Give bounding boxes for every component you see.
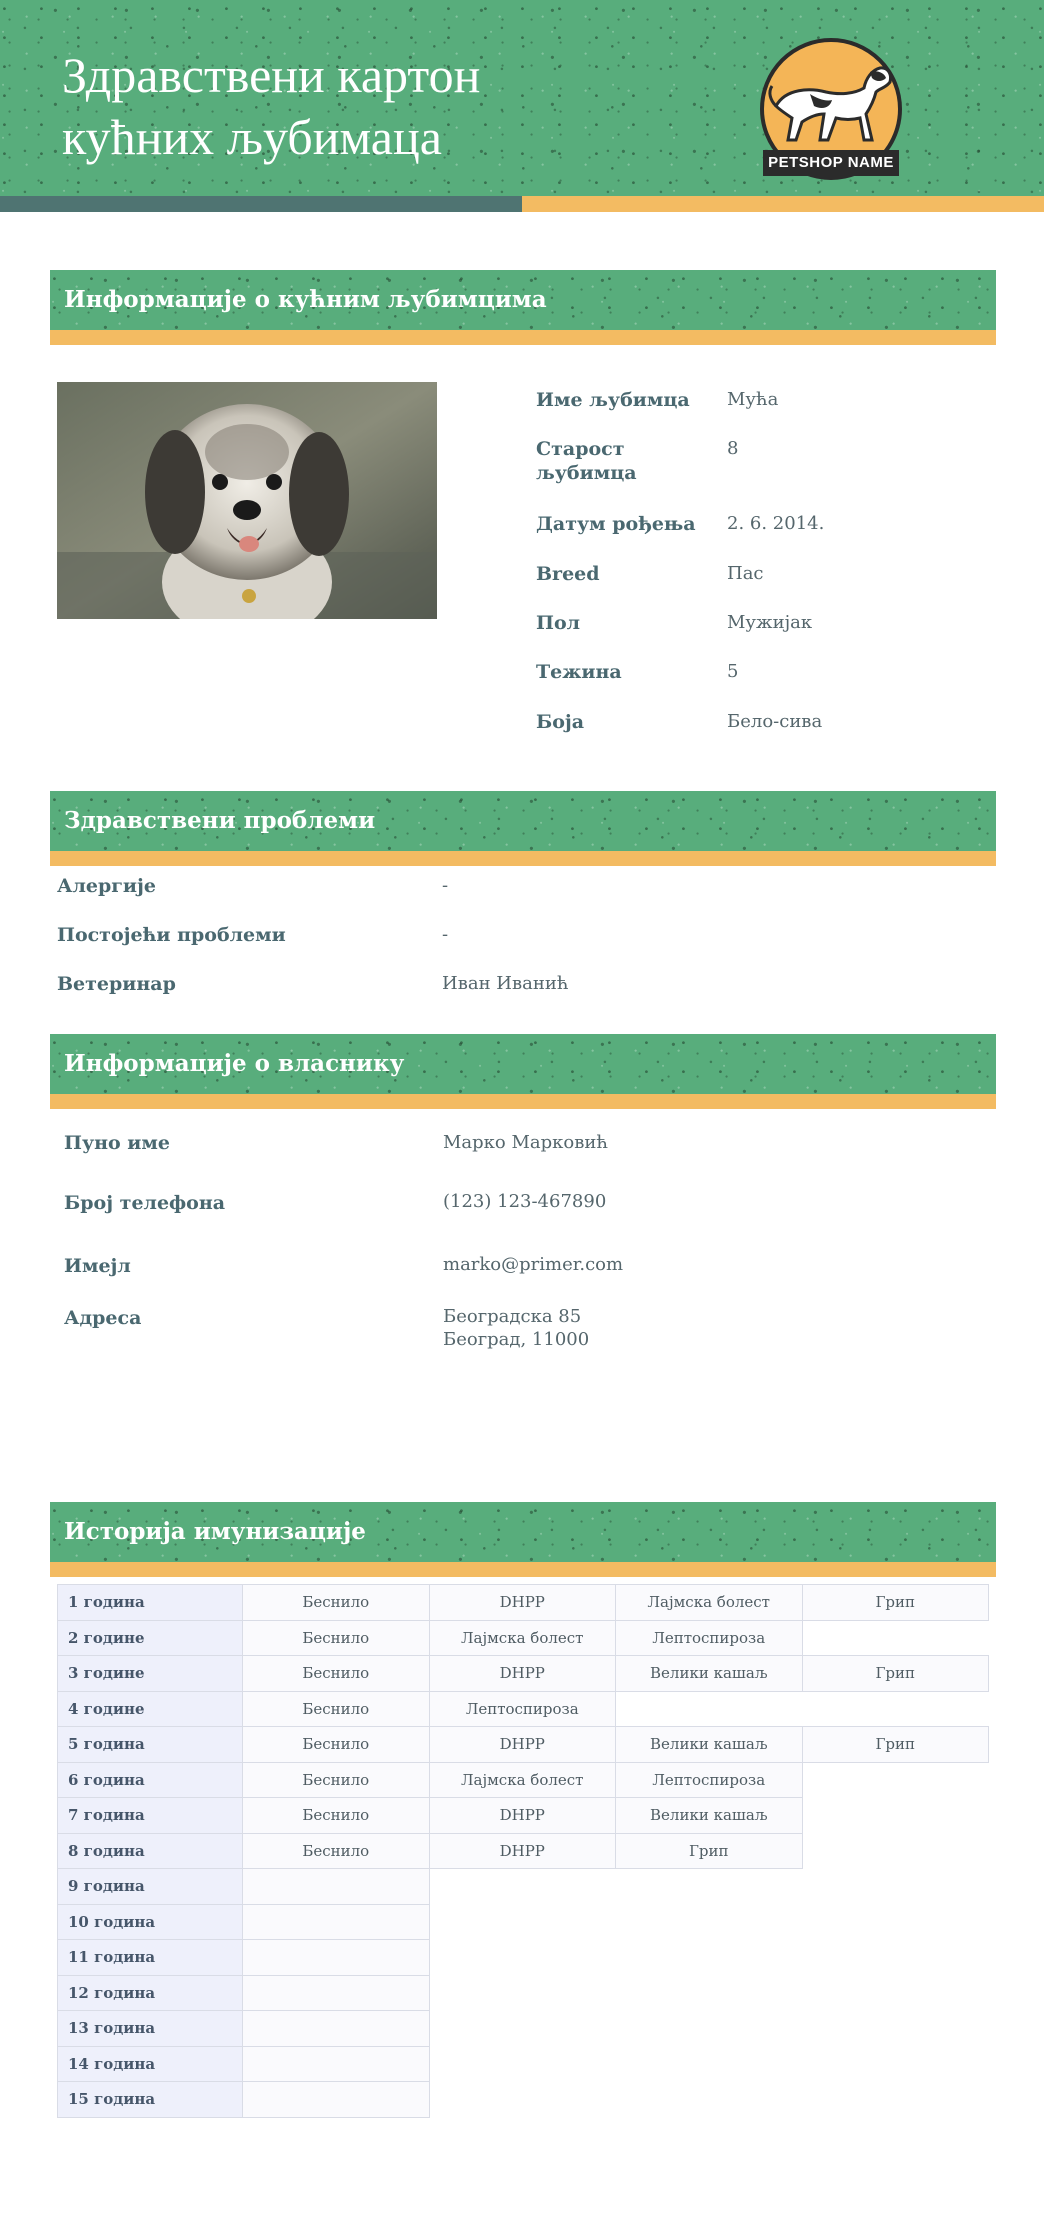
immunization-year: 3 године bbox=[58, 1656, 243, 1692]
empty-cell bbox=[429, 2011, 616, 2047]
sex-label: Пол bbox=[536, 612, 581, 634]
empty-cell bbox=[616, 2046, 803, 2082]
color-value: Бело-сива bbox=[727, 711, 823, 732]
vaccine-cell: Лајмска болест bbox=[429, 1620, 616, 1656]
page-header bbox=[0, 0, 1044, 196]
empty-cell bbox=[616, 2082, 803, 2118]
empty-cell bbox=[802, 1869, 989, 1905]
vaccine-cell: Велики кашаљ bbox=[616, 1727, 803, 1763]
immunization-heading: Историја имунизације bbox=[64, 1518, 366, 1545]
vaccine-cell: Грип bbox=[802, 1727, 989, 1763]
weight-value: 5 bbox=[727, 661, 739, 682]
vaccine-cell bbox=[243, 2082, 430, 2118]
full-name-label: Пуно име bbox=[64, 1132, 170, 1154]
address-line1: Београдска 85 bbox=[443, 1306, 582, 1327]
health-banner bbox=[50, 791, 996, 851]
dog-photo bbox=[57, 382, 437, 619]
immunization-year: 7 година bbox=[58, 1798, 243, 1834]
table-row bbox=[58, 2011, 989, 2047]
breed-label: Breed bbox=[536, 563, 600, 585]
dog-photo-icon bbox=[57, 382, 437, 619]
table-row bbox=[58, 1904, 989, 1940]
table-row bbox=[58, 1975, 989, 2011]
immunization-year: 5 година bbox=[58, 1727, 243, 1763]
immunization-table bbox=[57, 1584, 989, 2118]
owner-heading: Информације о власнику bbox=[64, 1050, 405, 1077]
vaccine-cell: Беснило bbox=[243, 1620, 430, 1656]
email-label: Имејл bbox=[64, 1255, 131, 1277]
allergies-value: - bbox=[442, 875, 449, 896]
empty-cell bbox=[616, 1869, 803, 1905]
vaccine-cell: Лептоспироза bbox=[429, 1691, 616, 1727]
table-row bbox=[58, 1762, 989, 1798]
table-row bbox=[58, 1798, 989, 1834]
empty-cell bbox=[802, 1798, 989, 1834]
veterinarian-label: Ветеринар bbox=[57, 973, 176, 995]
weight-label: Тежина bbox=[536, 661, 622, 683]
vaccine-cell bbox=[243, 1940, 430, 1976]
immunization-year: 14 година bbox=[58, 2046, 243, 2082]
vaccine-cell: Беснило bbox=[243, 1656, 430, 1692]
immunization-year: 6 година bbox=[58, 1762, 243, 1798]
birth-date-value: 2. 6. 2014. bbox=[727, 513, 825, 534]
vaccine-cell: Велики кашаљ bbox=[616, 1656, 803, 1692]
table-row bbox=[58, 1833, 989, 1869]
empty-cell bbox=[429, 1975, 616, 2011]
empty-cell bbox=[802, 1975, 989, 2011]
empty-cell bbox=[802, 1620, 989, 1656]
empty-cell bbox=[429, 2046, 616, 2082]
table-row bbox=[58, 1727, 989, 1763]
page-title bbox=[62, 44, 622, 168]
empty-cell bbox=[802, 2046, 989, 2082]
breed-value: Пас bbox=[727, 563, 764, 584]
immunization-year: 9 година bbox=[58, 1869, 243, 1905]
empty-cell bbox=[616, 1691, 803, 1727]
empty-cell bbox=[616, 2011, 803, 2047]
table-row bbox=[58, 1691, 989, 1727]
address-value bbox=[443, 1305, 589, 1351]
vaccine-cell bbox=[243, 1904, 430, 1940]
vaccine-cell: Беснило bbox=[243, 1727, 430, 1763]
empty-cell bbox=[802, 1762, 989, 1798]
vaccine-cell: DHPP bbox=[429, 1585, 616, 1621]
existing-problems-label: Постојећи проблеми bbox=[57, 924, 286, 946]
empty-cell bbox=[616, 1904, 803, 1940]
vaccine-cell bbox=[243, 2011, 430, 2047]
sex-value: Мужијак bbox=[727, 612, 813, 633]
vaccine-cell: Лајмска болест bbox=[429, 1762, 616, 1798]
immunization-year: 15 година bbox=[58, 2082, 243, 2118]
immunization-year: 13 година bbox=[58, 2011, 243, 2047]
health-stripe bbox=[50, 851, 996, 866]
vaccine-cell bbox=[243, 1975, 430, 2011]
birth-date-label: Датум рођења bbox=[536, 513, 696, 535]
table-row bbox=[58, 1940, 989, 1976]
allergies-label: Алергије bbox=[57, 875, 156, 897]
immunization-year: 2 године bbox=[58, 1620, 243, 1656]
empty-cell bbox=[802, 1940, 989, 1976]
empty-cell bbox=[429, 1940, 616, 1976]
veterinarian-value: Иван Иванић bbox=[442, 973, 569, 994]
vaccine-cell: DHPP bbox=[429, 1727, 616, 1763]
vaccine-cell: Лептоспироза bbox=[616, 1620, 803, 1656]
empty-cell bbox=[802, 1904, 989, 1940]
immunization-banner bbox=[50, 1502, 996, 1562]
empty-cell bbox=[429, 1904, 616, 1940]
table-row bbox=[58, 2046, 989, 2082]
petshop-logo bbox=[758, 38, 904, 186]
page-title-line2: кућних љубимаца bbox=[62, 109, 442, 165]
immunization-year: 11 година bbox=[58, 1940, 243, 1976]
phone-value: (123) 123-467890 bbox=[443, 1191, 607, 1212]
immunization-stripe bbox=[50, 1562, 996, 1577]
pet-info-heading: Информације о кућним љубимцима bbox=[64, 286, 547, 313]
vaccine-cell: DHPP bbox=[429, 1833, 616, 1869]
vaccine-cell: Грип bbox=[802, 1656, 989, 1692]
vaccine-cell: Велики кашаљ bbox=[616, 1798, 803, 1834]
color-label: Боја bbox=[536, 711, 585, 733]
immunization-year: 4 године bbox=[58, 1691, 243, 1727]
vaccine-cell: Беснило bbox=[243, 1833, 430, 1869]
table-row bbox=[58, 1656, 989, 1692]
address-label: Адреса bbox=[64, 1307, 142, 1329]
pet-name-label: Име љубимца bbox=[536, 389, 690, 411]
header-bar-left bbox=[0, 196, 522, 212]
vaccine-cell: Лептоспироза bbox=[616, 1762, 803, 1798]
empty-cell bbox=[802, 1833, 989, 1869]
empty-cell bbox=[616, 1975, 803, 2011]
vaccine-cell: Беснило bbox=[243, 1762, 430, 1798]
vaccine-cell: Грип bbox=[616, 1833, 803, 1869]
health-heading: Здравствени проблеми bbox=[64, 807, 376, 834]
empty-cell bbox=[429, 2082, 616, 2118]
page-title-line1: Здравствени картон bbox=[62, 47, 481, 103]
pet-name-value: Мућа bbox=[727, 389, 779, 410]
empty-cell bbox=[802, 2011, 989, 2047]
pet-info-banner bbox=[50, 270, 996, 330]
email-value: marko@primer.com bbox=[443, 1254, 624, 1275]
vaccine-cell bbox=[243, 1869, 430, 1905]
vaccine-cell: Грип bbox=[802, 1585, 989, 1621]
vaccine-cell: Беснило bbox=[243, 1585, 430, 1621]
immunization-year: 8 година bbox=[58, 1833, 243, 1869]
empty-cell bbox=[616, 1940, 803, 1976]
vaccine-cell bbox=[243, 2046, 430, 2082]
dog-logo-icon bbox=[766, 48, 896, 152]
owner-banner bbox=[50, 1034, 996, 1094]
vaccine-cell: Беснило bbox=[243, 1691, 430, 1727]
table-row bbox=[58, 1585, 989, 1621]
header-bar-right bbox=[522, 196, 1044, 212]
empty-cell bbox=[802, 2082, 989, 2118]
empty-cell bbox=[802, 1691, 989, 1727]
table-row bbox=[58, 2082, 989, 2118]
vaccine-cell: Беснило bbox=[243, 1798, 430, 1834]
table-row bbox=[58, 1620, 989, 1656]
vaccine-cell: DHPP bbox=[429, 1656, 616, 1692]
full-name-value: Марко Марковић bbox=[443, 1132, 608, 1153]
owner-stripe bbox=[50, 1094, 996, 1109]
vaccine-cell: Лајмска болест bbox=[616, 1585, 803, 1621]
vaccine-cell: DHPP bbox=[429, 1798, 616, 1834]
existing-problems-value: - bbox=[442, 924, 449, 945]
immunization-year: 1 година bbox=[58, 1585, 243, 1621]
phone-label: Број телефона bbox=[64, 1192, 226, 1214]
pet-age-value: 8 bbox=[727, 438, 739, 459]
empty-cell bbox=[429, 1869, 616, 1905]
pet-age-label: Старост љубимца bbox=[536, 438, 637, 484]
table-row bbox=[58, 1869, 989, 1905]
logo-text: PETSHOP NAME bbox=[763, 150, 899, 176]
immunization-year: 10 година bbox=[58, 1904, 243, 1940]
address-line2: Београд, 11000 bbox=[443, 1329, 590, 1350]
immunization-year: 12 година bbox=[58, 1975, 243, 2011]
pet-info-stripe bbox=[50, 330, 996, 345]
